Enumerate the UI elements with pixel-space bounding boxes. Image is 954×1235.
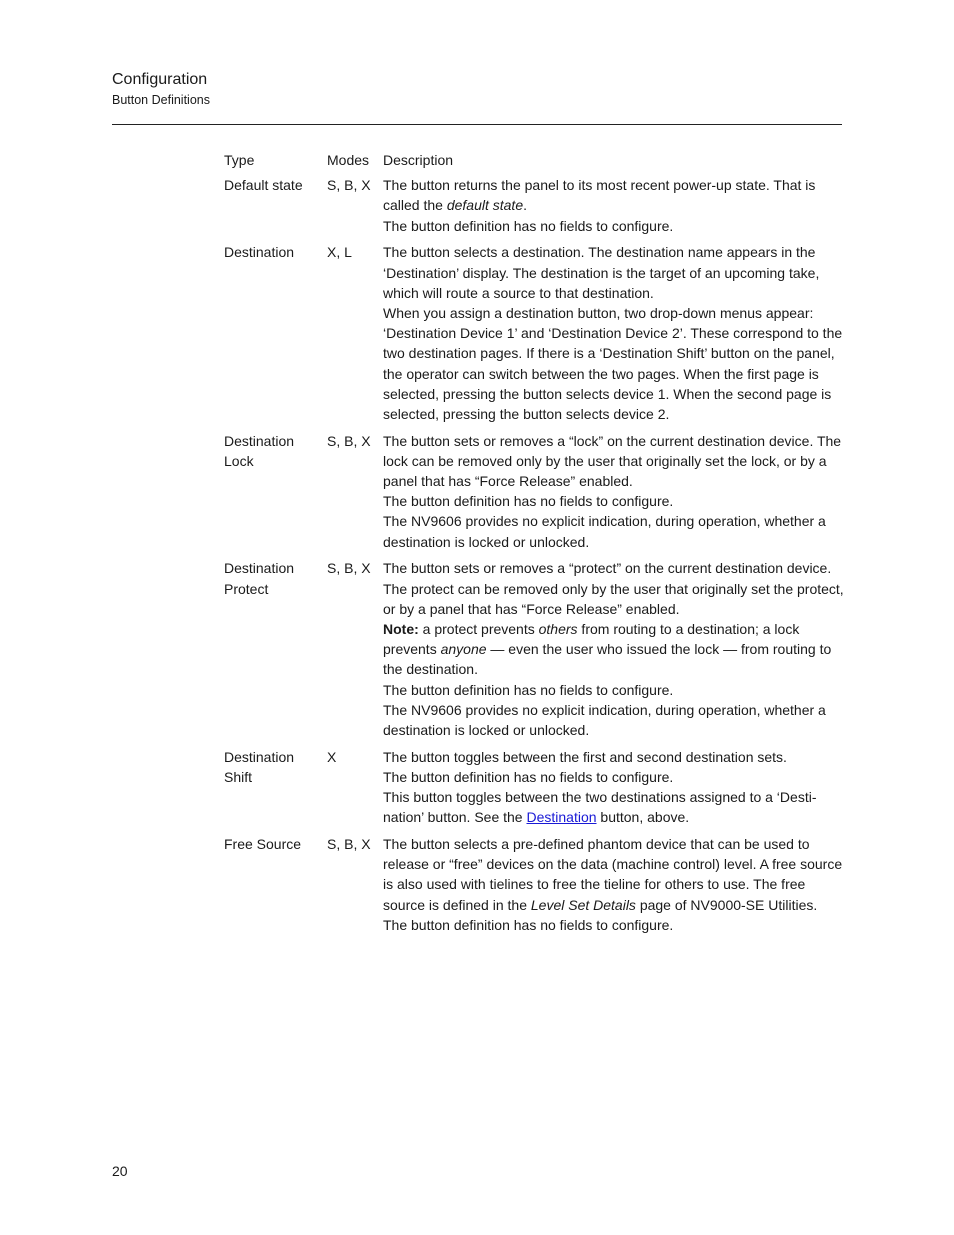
- type-label: Free Source: [224, 836, 302, 852]
- column-header-type: Type: [224, 152, 255, 168]
- page-number: 20: [112, 1163, 128, 1179]
- emphasis-text: default state: [446, 197, 524, 214]
- destination-link[interactable]: Destination: [526, 809, 597, 826]
- table-row: [224, 747, 844, 828]
- type-label: Lock: [224, 452, 254, 469]
- text-run: This button toggles between the two destinations assigned to a ‘Desti-nation’ button. See the: [383, 789, 817, 826]
- type-label: Destination: [224, 432, 295, 449]
- description-paragraph: [383, 175, 844, 215]
- type-label: Destination: [224, 244, 295, 261]
- description-paragraph: The NV9606 provides no explicit indication, during operation, whether a destination is locked or unlocked.: [383, 513, 826, 550]
- description-cell: [383, 834, 844, 935]
- description-paragraph: [383, 787, 844, 827]
- description-paragraph: The button definition has no fields to configure.: [383, 681, 674, 698]
- description-cell: [383, 175, 844, 236]
- type-cell: [224, 747, 327, 828]
- description-paragraph: The button definition has no fields to configure.: [383, 493, 674, 510]
- table-row: [224, 834, 844, 935]
- type-cell: [224, 558, 327, 740]
- description-paragraph: The button definition has no fields to configure.: [383, 916, 674, 933]
- section-title: Button Definitions: [112, 93, 210, 107]
- description-paragraph: [383, 834, 844, 915]
- text-run: The button selects a pre-defined phantom device that can be used to release or “free” devices on the data (machine control) level. A free source is also used with tielines to free the tieline for others to use. The free source is defined in the: [383, 836, 843, 913]
- modes-cell: S, B, X: [327, 432, 371, 449]
- text-run: button, above.: [596, 809, 690, 826]
- text-run: — even the user who issued the lock — from routing to the destination.: [383, 641, 832, 678]
- description-paragraph: The NV9606 provides no explicit indication, during operation, whether a destination is locked or unlocked.: [383, 701, 826, 738]
- table-row: [224, 242, 844, 424]
- emphasis-text: others: [538, 620, 578, 637]
- description-cell: [383, 431, 844, 552]
- type-cell: [224, 242, 327, 424]
- text-run: a protect prevents: [418, 620, 539, 637]
- text-run: .: [523, 197, 527, 214]
- description-paragraph: The button toggles between the first and second destination sets.: [383, 748, 787, 765]
- table-row: [224, 558, 844, 740]
- table-header-row: [224, 150, 844, 170]
- modes-cell: S, B, X: [327, 560, 371, 577]
- text-run: page of NV9000-SE Utilities.: [635, 896, 818, 913]
- description-paragraph: When you assign a destination button, two drop-down menus appear: ‘Destination Device 1’ and ‘Destination Device 2’. These correspond to the two destination pages. If there is a ‘Destination Shift’ button on the panel, the operator can switch between the two pages. When the first page is selected, pressing the button selects device 1. When the second page is selected, pressing the button selects device 2.: [383, 304, 843, 422]
- type-cell: [224, 175, 327, 236]
- column-header-description: Description: [383, 152, 454, 168]
- description-paragraph: The button sets or removes a “lock” on the current destination device. The lock can be removed only by the user that originally set the lock, or by a panel that has “Force Release” enabled.: [383, 432, 842, 490]
- type-label: Destination: [224, 560, 295, 577]
- type-cell: [224, 834, 327, 935]
- emphasis-text: anyone: [440, 641, 487, 658]
- modes-cell: X, L: [327, 244, 352, 261]
- note-paragraph: [383, 619, 844, 680]
- text-run: from routing to a destination; a lock prevents: [383, 620, 800, 658]
- emphasis-text: Level Set Details: [530, 896, 636, 913]
- modes-cell: S, B, X: [327, 836, 371, 852]
- type-label: Default state: [224, 177, 303, 194]
- table-row: [224, 431, 844, 552]
- button-definitions-table: [224, 150, 844, 942]
- type-label: Protect: [224, 580, 269, 597]
- type-label: Destination: [224, 748, 295, 765]
- column-header-modes: Modes: [327, 152, 370, 168]
- description-paragraph: The button selects a destination. The destination name appears in the ‘Destination’ display. The destination is the target of an upcoming take, which will route a source to that destination.: [383, 244, 820, 301]
- header-divider: [112, 124, 842, 125]
- table-row: [224, 175, 844, 236]
- description-paragraph: The button sets or removes a “protect” on the current destination device. The protect can be removed only by the user that originally set the protect, or by a panel that has “Force Release” enabled.: [383, 560, 844, 617]
- modes-cell: S, B, X: [327, 177, 371, 194]
- note-label: Note:: [383, 620, 419, 637]
- chapter-title: Configuration: [112, 71, 208, 88]
- description-cell: [383, 242, 844, 424]
- modes-cell: X: [327, 748, 337, 765]
- type-cell: [224, 431, 327, 552]
- description-paragraph: The button definition has no fields to configure.: [383, 217, 674, 234]
- text-run: The button returns the panel to its most recent power-up state. That is called the: [383, 177, 816, 214]
- description-paragraph: The button definition has no fields to configure.: [383, 768, 674, 785]
- type-label: Shift: [224, 768, 253, 785]
- description-cell: [383, 558, 844, 740]
- description-cell: [383, 747, 844, 828]
